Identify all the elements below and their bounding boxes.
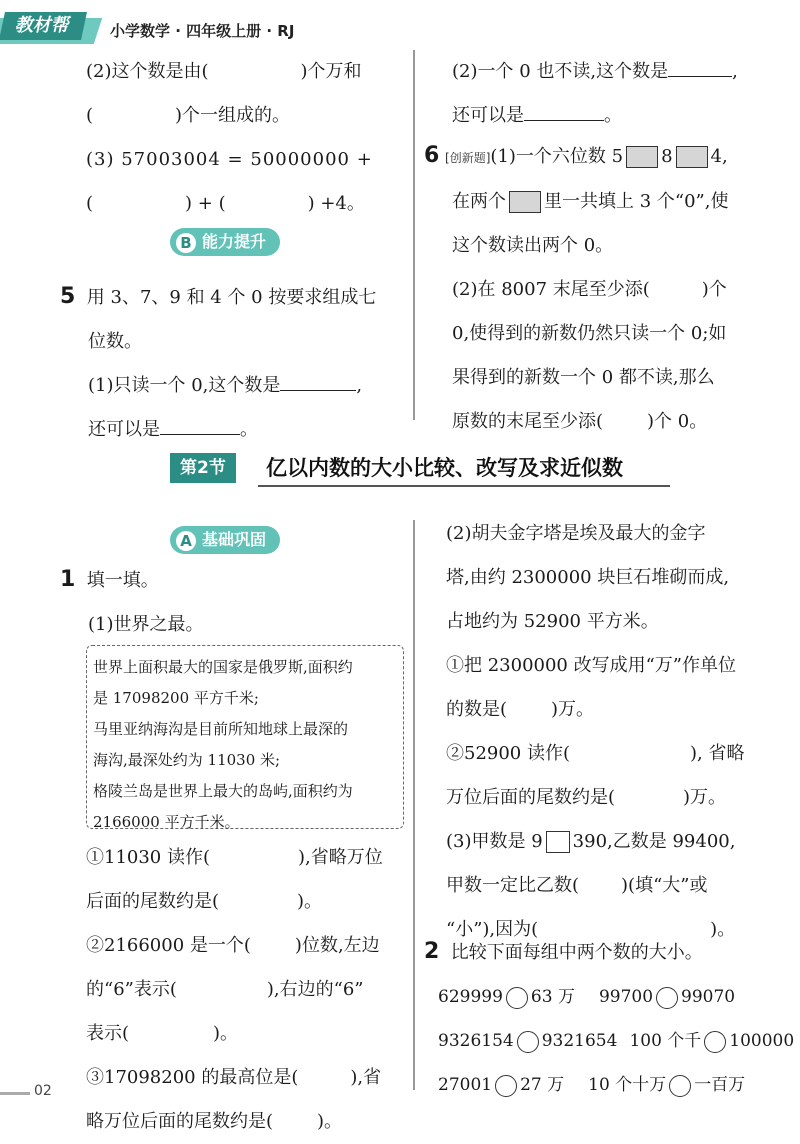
question-number: 1 <box>60 567 76 592</box>
q1-text: )(填“大”或 <box>621 875 708 896</box>
section-b-pill <box>170 228 280 256</box>
box-line: 世界上面积最大的国家是俄罗斯,面积约 <box>93 658 353 676</box>
q6-text: 0,使得到的新数仍然只读一个 0;如 <box>452 323 727 344</box>
compare-right: 100000 <box>729 1031 795 1051</box>
q5-text: 还可以是 <box>88 419 160 440</box>
section-b-label: 能力提升 <box>202 232 267 251</box>
q1-text: 后面的尾数约是( <box>86 891 220 912</box>
q5-text: , <box>732 61 738 82</box>
q1-text: (3)甲数是 9 <box>446 831 543 852</box>
q6-text: 这个数读出两个 0。 <box>452 235 614 256</box>
compare-right: 27 万 <box>520 1075 565 1095</box>
q1-text: )。 <box>297 891 323 912</box>
q1-text: ①11030 读作( <box>86 847 211 868</box>
footer-line <box>0 1092 30 1095</box>
q1-text: 甲数一定比乙数( <box>446 875 580 896</box>
compare-right: 99070 <box>681 987 736 1007</box>
q2-text: )个万和 <box>300 61 362 82</box>
q1-text: (2)胡夫金字塔是埃及最大的金字 <box>446 523 706 544</box>
question-1-answers <box>86 836 406 1144</box>
q5-text: 还可以是 <box>452 105 524 126</box>
compare-circle[interactable] <box>517 1031 539 1053</box>
q6-text: 里一共填上 3 个“0”,使 <box>544 191 729 212</box>
q1-text: 表示( <box>86 1023 130 1044</box>
q1-text: (1)世界之最。 <box>88 614 204 635</box>
question-6 <box>424 134 784 444</box>
column-divider <box>413 520 415 1090</box>
section-2-header <box>170 448 670 488</box>
answer-blank[interactable] <box>524 102 604 121</box>
section-a-letter: A <box>176 531 196 551</box>
q1-text: )位数,左边 <box>294 935 380 956</box>
page-footer <box>0 1083 80 1103</box>
book-subtitle: 小学数学 · 四年级上册 · RJ <box>110 22 295 40</box>
q5-text: 用 3、7、9 和 4 个 0 按要求组成七 <box>86 287 377 308</box>
compare-circle[interactable] <box>495 1075 517 1097</box>
q2-text: )个一组成的。 <box>175 105 291 126</box>
q1-text: ),右边的“6” <box>266 979 364 1000</box>
digit-box[interactable] <box>676 146 708 168</box>
q1-text: ),省略万位 <box>298 847 383 868</box>
compare-right: 63 万 <box>530 987 575 1007</box>
top-left-column <box>86 50 406 226</box>
q3-text: ) + ( <box>185 193 226 214</box>
compare-right: 9321654 <box>541 1031 618 1051</box>
q6-text: 8 <box>661 146 673 167</box>
box-line: 海沟,最深处约为 11030 米; <box>93 751 281 769</box>
section-b-letter: B <box>176 233 196 253</box>
q1-text: )。 <box>213 1023 239 1044</box>
compare-left: 629999 <box>438 987 503 1007</box>
q1-text: ③17098200 的最高位是( <box>86 1067 299 1088</box>
section-a-label: 基础巩固 <box>202 530 267 549</box>
q3-equation: (3) 57003004 = 50000000 + <box>86 149 373 170</box>
innovation-tag: [创新题] <box>445 151 491 165</box>
answer-blank[interactable] <box>160 416 240 435</box>
box-line: 2166000 平方千米。 <box>93 813 240 831</box>
compare-left: 99700 <box>598 987 654 1007</box>
q2-text: 比较下面每组中两个数的大小。 <box>450 942 703 963</box>
section-2-underline <box>258 485 670 487</box>
q1-text: )万。 <box>683 787 727 808</box>
q1-text: 占地约为 52900 平方米。 <box>446 611 659 632</box>
q1-text: )万。 <box>551 699 595 720</box>
q2-text: (2)这个数是由( <box>86 61 209 82</box>
q1-text: )。 <box>710 919 736 940</box>
q1-text: 的数是( <box>446 699 508 720</box>
section-2-tab: 第2节 <box>170 453 236 483</box>
q5-text: (2)一个 0 也不读,这个数是 <box>452 61 669 82</box>
q3-text: ( <box>86 193 94 214</box>
page-header <box>0 0 800 50</box>
compare-circle[interactable] <box>704 1031 726 1053</box>
section-2-title: 亿以内数的大小比较、改写及求近似数 <box>266 456 623 480</box>
compare-left: 9326154 <box>438 1031 514 1051</box>
world-records-box <box>86 645 404 829</box>
q2-text: ( <box>86 105 94 126</box>
q1-text: ①把 2300000 改写成用“万”作单位 <box>446 655 737 676</box>
digit-box-icon <box>509 191 541 213</box>
column-divider <box>413 50 415 420</box>
box-line: 马里亚纳海沟是目前所知地球上最深的 <box>93 720 349 738</box>
question-1-part2 <box>446 512 786 952</box>
q5-text: , <box>356 375 363 396</box>
question-2 <box>424 930 795 1107</box>
question-number: 2 <box>424 939 440 964</box>
q1-text: 390,乙数是 99400, <box>572 831 736 852</box>
q1-text: 的“6”表示( <box>86 979 177 1000</box>
q1-text: 略万位后面的尾数约是( <box>86 1111 274 1132</box>
compare-left: 10 个十万 <box>588 1075 667 1095</box>
q6-text: 在两个 <box>452 191 506 212</box>
q1-text: ),省 <box>350 1067 382 1088</box>
q6-text: 4, <box>710 146 728 167</box>
compare-row <box>424 1019 795 1063</box>
compare-row <box>424 975 784 1019</box>
q1-text: )。 <box>317 1111 343 1132</box>
q1-text: ), 省略 <box>690 743 745 764</box>
question-1 <box>60 558 410 647</box>
q5-text: 。 <box>604 105 622 126</box>
q1-text: ②52900 读作( <box>446 743 571 764</box>
section-a-pill <box>170 526 280 554</box>
q5-text: 位数。 <box>88 331 142 352</box>
compare-row <box>424 1063 784 1107</box>
top-right-column <box>452 50 782 138</box>
q6-text: (2)在 8007 末尾至少添( <box>452 279 650 300</box>
q6-text: )个 0。 <box>647 411 708 432</box>
digit-box[interactable] <box>546 831 570 853</box>
q5-text: (1)只读一个 0,这个数是 <box>88 375 281 396</box>
q6-text: 果得到的新数一个 0 都不读,那么 <box>452 367 715 388</box>
answer-blank[interactable] <box>668 58 732 77</box>
compare-circle[interactable] <box>656 987 678 1009</box>
compare-left: 100 个千 <box>629 1031 702 1051</box>
compare-circle[interactable] <box>506 987 528 1009</box>
compare-right: 一百万 <box>694 1075 746 1095</box>
question-5 <box>60 275 410 452</box>
q5-text: 。 <box>240 419 258 440</box>
q1-text: 塔,由约 2300000 块巨石堆砌而成, <box>446 567 730 588</box>
q1-text: “小”),因为( <box>446 919 539 940</box>
box-line: 是 17098200 平方千米; <box>93 689 259 707</box>
q1-text: 填一填。 <box>86 570 159 591</box>
q3-text: ) +4。 <box>307 193 365 214</box>
compare-circle[interactable] <box>669 1075 691 1097</box>
digit-box[interactable] <box>626 146 658 168</box>
box-line: 格陵兰岛是世界上最大的岛屿,面积约为 <box>93 782 353 800</box>
q1-text: 万位后面的尾数约是( <box>446 787 616 808</box>
answer-blank[interactable] <box>280 372 356 391</box>
q6-text: 原数的末尾至少添( <box>452 411 604 432</box>
q6-text: )个 <box>701 279 727 300</box>
question-number: 5 <box>60 284 76 309</box>
page-number: 02 <box>34 1083 52 1099</box>
q6-text: (1)一个六位数 5 <box>490 146 624 167</box>
brand-badge: 教材帮 <box>0 12 87 40</box>
q1-text: ②2166000 是一个( <box>86 935 251 956</box>
question-number: 6 <box>424 143 440 168</box>
compare-left: 27001 <box>438 1075 493 1095</box>
